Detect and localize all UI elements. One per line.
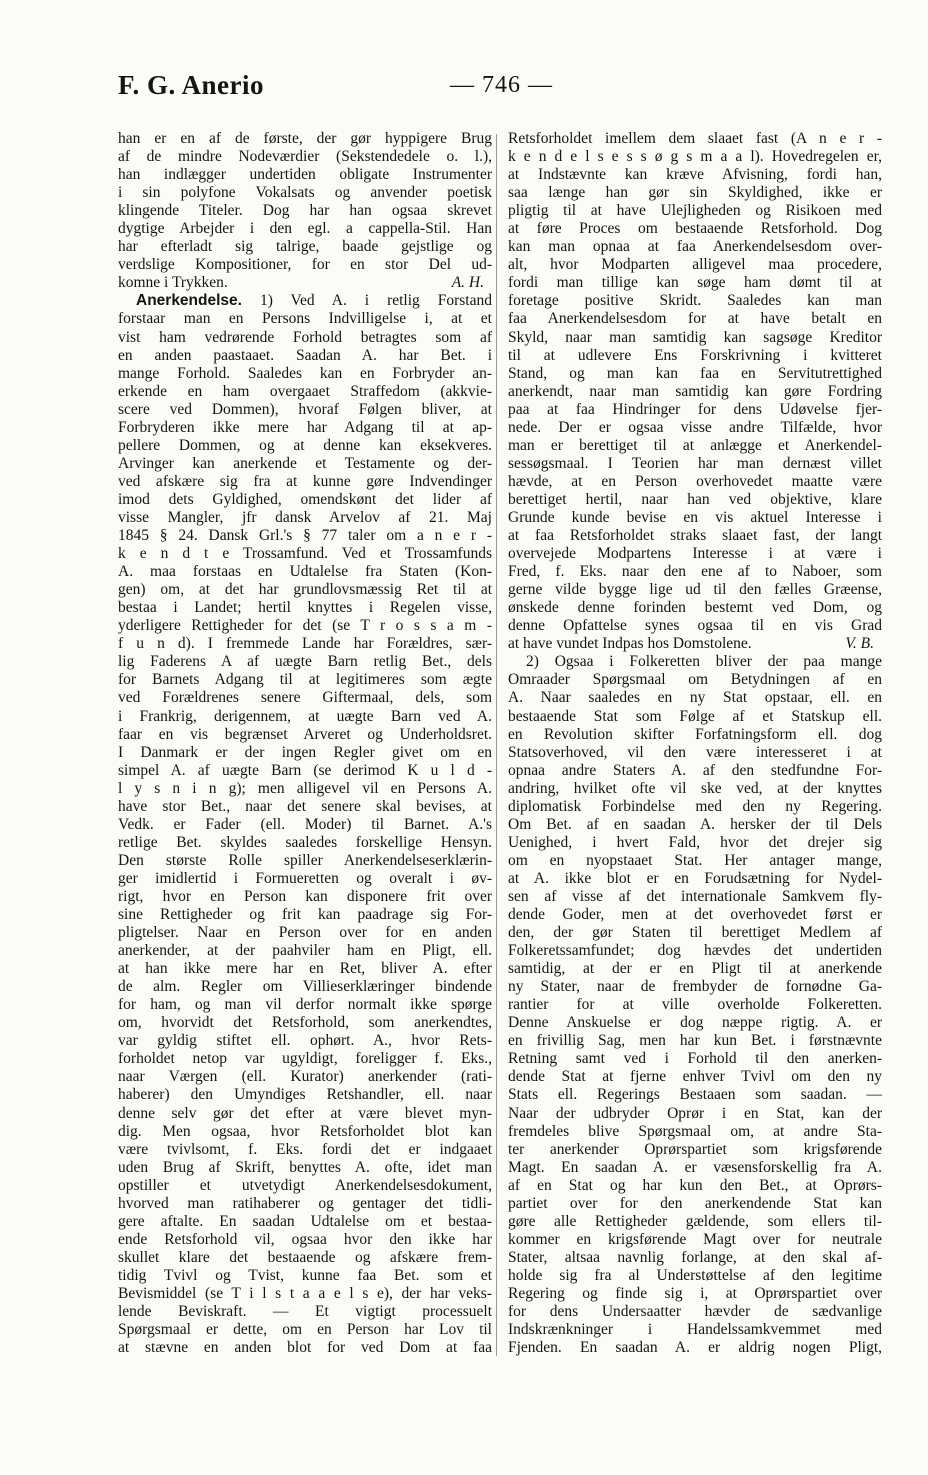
line-text: gen) om, at det har grundlovsmæssig Ret til at bbox=[118, 581, 492, 599]
line-text: anerkender, at der paahviler ham en Pligt, ell. bbox=[118, 942, 492, 960]
text-line bbox=[118, 1068, 492, 1086]
line-text: Stats ell. Regerings Bestaaen som saadan. — bbox=[508, 1086, 882, 1104]
line-text: retlige Bet. skyldes saaledes forskellige Hensyn. bbox=[118, 833, 492, 851]
line-text: dygtige Arbejder i den egl. a cappella-Stil. Han bbox=[118, 220, 492, 238]
text-line bbox=[508, 1285, 882, 1303]
line-text: faar en vis begrænset Arveret og Underholdsret. bbox=[118, 725, 492, 743]
line-text: Omraader Spørgsmaal om Betydningen af en bbox=[508, 671, 882, 689]
text-line bbox=[118, 1086, 492, 1104]
line-text: simpel A. af uægte Barn (se derimod K u l d - bbox=[118, 761, 492, 779]
line-text: Grunde kunde bevise en vis aktuel Interesse i bbox=[508, 508, 882, 526]
text-line bbox=[118, 1321, 492, 1339]
text-line bbox=[508, 401, 882, 419]
line-text: verdslige Kompositioner, for en stor Del ud- bbox=[118, 256, 492, 274]
line-text: haberer) den Umyndiges Retshandler, ell. naar bbox=[118, 1086, 492, 1104]
line-text: Naar der udbryder Oprør i en Stat, kan der bbox=[508, 1104, 882, 1122]
line-text: komne i Trykken. bbox=[118, 274, 228, 292]
text-line bbox=[118, 365, 492, 383]
line-text: anerkendt, naar man samtidig kan gøre Fordring bbox=[508, 382, 882, 400]
line-text: andring, hvilket ofte vil ske ved, at der knyttes bbox=[508, 779, 882, 797]
line-text: i Frankrig, derigennem, at uægte Barn ved A. bbox=[118, 707, 492, 725]
line-text: bestaaende Stat som Følge af et Statskup ell. bbox=[508, 707, 882, 725]
text-line bbox=[508, 509, 882, 527]
line-text: ger imidlertid i Formueretten og overalt i øv- bbox=[118, 869, 492, 887]
line-text: erkende en ham overgaaet Straffedom (akkvie- bbox=[118, 382, 492, 400]
text-line bbox=[118, 202, 492, 220]
text-line bbox=[118, 599, 492, 617]
line-text: for ham, og man vil derfor normalt ikke spørge bbox=[118, 996, 492, 1014]
text-line bbox=[118, 852, 492, 870]
line-text: paa at faa Hindringer for dens Udøvelse fjer- bbox=[508, 400, 882, 418]
line-text: overvejede Modpartens Interesse i at være i bbox=[508, 545, 882, 563]
line-text: saa længe han gør sin Skyldighed, ikke er bbox=[508, 184, 882, 202]
text-line bbox=[118, 383, 492, 401]
line-text: til at udlevere Ens Forskrivning i kvitteret bbox=[508, 346, 882, 364]
line-text: har efterladt sig talrige, baade gejstlige og bbox=[118, 238, 492, 256]
text-line bbox=[508, 870, 882, 888]
line-text: visse Mangler, jfr dansk Arvelov af 21. Maj bbox=[118, 508, 492, 526]
text-line bbox=[118, 1195, 492, 1213]
text-line bbox=[508, 1339, 882, 1357]
text-line bbox=[508, 365, 882, 383]
text-line bbox=[118, 473, 492, 491]
text-line bbox=[508, 1123, 882, 1141]
text-line bbox=[508, 455, 882, 473]
text-line bbox=[508, 563, 882, 581]
text-line bbox=[118, 1213, 492, 1231]
text-line bbox=[508, 130, 882, 148]
line-text: at føre Proces om bestaaende Retsforhold. Dog bbox=[508, 220, 882, 238]
text-line bbox=[118, 1339, 492, 1357]
text-line bbox=[118, 274, 492, 292]
line-text: denne selv gør det efter at være blevet myn- bbox=[118, 1104, 492, 1122]
line-text: at A. ikke blot er en Forudsætning for Nydel- bbox=[508, 869, 882, 887]
text-line bbox=[118, 238, 492, 256]
text-line bbox=[508, 1141, 882, 1159]
text-line bbox=[508, 599, 882, 617]
line-text: han er en af de første, der gør hyppigere Brug bbox=[118, 130, 492, 147]
right-column bbox=[508, 130, 882, 1357]
text-line bbox=[508, 256, 882, 274]
line-text: at faa Retsforholdet straks slaaet fast, der langt bbox=[508, 527, 882, 545]
text-line bbox=[508, 545, 882, 563]
text-line bbox=[508, 184, 882, 202]
line-text: f u n d). I fremmede Lande har Forældres, sær- bbox=[118, 635, 492, 653]
text-line bbox=[118, 726, 492, 744]
line-text: A. Naar saaledes en ny Stat opstaar, ell. en bbox=[508, 689, 882, 707]
text-line bbox=[508, 329, 882, 347]
text-line bbox=[508, 581, 882, 599]
line-text: opstiller et utvetydigt Anerkendelsesdokument, bbox=[118, 1176, 492, 1194]
line-text: af de mindre Nodeværdier (Sekstendedele o. l.), bbox=[118, 148, 492, 166]
line-text: naar Værgen (ell. Kurator) anerkender (rati- bbox=[118, 1068, 492, 1086]
line-text: ønskede denne forinden bestemt ved Dom, og bbox=[508, 599, 882, 617]
line-text: en frivillig Sag, men har kun Bet. i førstnævnte bbox=[508, 1032, 882, 1050]
line-text: rigt, hvor en Person kan disponere frit over bbox=[118, 887, 492, 905]
text-line bbox=[118, 744, 492, 762]
line-text: kommer en krigsførende Magt over for neutrale bbox=[508, 1230, 882, 1248]
left-column bbox=[118, 130, 492, 1357]
text-line bbox=[508, 1068, 882, 1086]
text-line bbox=[508, 292, 882, 310]
line-text: hvorved man ratihaberer og gentager det tidli- bbox=[118, 1194, 492, 1212]
line-text: pligtig til at have Ulejligheden og Risikoen med bbox=[508, 202, 882, 220]
line-text: dende Stat at fjerne enhver Tvivl om den ny bbox=[508, 1068, 882, 1086]
text-line bbox=[118, 834, 492, 852]
line-text: en anden paastaaet. Saadan A. har Bet. i bbox=[118, 346, 492, 364]
text-line bbox=[508, 1177, 882, 1195]
line-text: at stævne en anden blot for ved Dom at faa bbox=[118, 1339, 492, 1357]
text-line bbox=[508, 1159, 882, 1177]
line-text: holde sig fra al Understøttelse af den legitime bbox=[508, 1266, 882, 1284]
text-line bbox=[508, 1050, 882, 1068]
text-line bbox=[118, 329, 492, 347]
line-text: Fred, f. Eks. naar den ene af to Naboer, som bbox=[508, 563, 882, 581]
line-text: Regering og finde sig i, at Oprørspartiet over bbox=[508, 1285, 882, 1302]
line-text: at Indstævnte kan kræve Afvisning, fordi han, bbox=[508, 166, 882, 184]
text-line bbox=[508, 202, 882, 220]
text-line bbox=[118, 1123, 492, 1141]
line-text: Indskrænkninger i Handelssamkvemmet med bbox=[508, 1321, 882, 1339]
text-line bbox=[118, 166, 492, 184]
text-line bbox=[118, 491, 492, 509]
text-line bbox=[508, 1213, 882, 1231]
line-text: den, der gør Staten til berettiget Medlem af bbox=[508, 924, 882, 942]
line-text: lig Faderens A af uægte Barn retlig Bet., dels bbox=[118, 653, 492, 671]
line-text: berettiget hertil, naar han ved objektive, klare bbox=[508, 490, 882, 508]
text-line bbox=[508, 473, 882, 491]
line-text: A. maa forstaas en Udtalelse fra Staten (Kon- bbox=[118, 563, 492, 581]
running-head: F. G. Anerio bbox=[118, 70, 265, 100]
author-signature: A. H. bbox=[451, 274, 484, 292]
text-line bbox=[118, 1267, 492, 1285]
text-line bbox=[508, 383, 882, 401]
text-line bbox=[118, 978, 492, 996]
line-text: Denne Anskuelse er dog næppe rigtig. A. er bbox=[508, 1014, 882, 1032]
text-line bbox=[508, 347, 882, 365]
text-line bbox=[118, 798, 492, 816]
line-text: ny Stater, naar de frembyder de fornødne Ga- bbox=[508, 978, 882, 996]
author-signature: V. B. bbox=[845, 635, 874, 653]
text-line bbox=[508, 942, 882, 960]
text-line bbox=[118, 1177, 492, 1195]
line-text: pligtelser. Naar en Person over for en anden bbox=[118, 924, 492, 942]
text-line bbox=[508, 816, 882, 834]
line-text: partiet over for den anerkendende Stat kan bbox=[508, 1194, 882, 1212]
text-line bbox=[508, 148, 882, 166]
line-text: foretage positive Skridt. Saaledes kan man bbox=[508, 292, 882, 310]
page-header bbox=[118, 70, 892, 106]
text-line bbox=[508, 635, 882, 653]
text-line bbox=[118, 960, 492, 978]
text-line bbox=[508, 906, 882, 924]
line-text: om en nyopstaaet Stat. Her antager mange, bbox=[508, 851, 882, 869]
line-text: Retsforholdet imellem dem slaaet fast (A n e r - bbox=[508, 130, 882, 147]
line-text: om, hvorvidt det Retsforhold, som anerkendtes, bbox=[118, 1014, 492, 1032]
text-line bbox=[118, 130, 492, 148]
line-text: vist ham vedrørende Forhold betragtes som af bbox=[118, 328, 492, 346]
line-text: have stor Bet., naar det senere skal bevises, at bbox=[118, 797, 492, 815]
line-text: ende Retsforhold vil, ogsaa hvor den ikke har bbox=[118, 1230, 492, 1248]
text-line bbox=[508, 238, 882, 256]
column-divider bbox=[496, 134, 497, 1356]
text-line bbox=[118, 996, 492, 1014]
text-line bbox=[508, 527, 882, 545]
text-line bbox=[118, 1014, 492, 1032]
line-text: ved Forældrenes senere Giftermaal, dels, som bbox=[118, 689, 492, 707]
text-line bbox=[508, 220, 882, 238]
text-line bbox=[118, 1249, 492, 1267]
line-text: var gyldig stiftet ell. ophørt. A., hvor Rets- bbox=[118, 1032, 492, 1050]
text-line bbox=[118, 635, 492, 653]
text-line bbox=[508, 798, 882, 816]
text-line bbox=[118, 292, 492, 310]
text-line bbox=[508, 780, 882, 798]
line-text: at han ikke mere har en Ret, bliver A. efter bbox=[118, 960, 492, 978]
line-text: at have vundet Indpas hos Domstolene. bbox=[508, 635, 752, 653]
line-text: bestaa i Landet; hertil knyttes i Regelen visse, bbox=[118, 599, 492, 617]
line-text: faa Anerkendelsesdom for at have betalt en bbox=[508, 310, 882, 328]
line-text: Forbryderen ikke mere har Adgang til at ap- bbox=[118, 418, 492, 436]
text-line bbox=[118, 762, 492, 780]
line-text: Retning samt ved i Forhold til den anerken- bbox=[508, 1050, 882, 1068]
line-text: han indlægger undertiden obligate Instrumenter bbox=[118, 166, 492, 184]
line-text: Statsoverhoved, vil den være interesseret i at bbox=[508, 743, 882, 761]
text-line bbox=[508, 310, 882, 328]
line-text: klingende Titeler. Dog har han ogsaa skrevet bbox=[118, 202, 492, 220]
text-line bbox=[118, 870, 492, 888]
line-text: Uenighed, i hvert Fald, hvor det drejer sig bbox=[508, 833, 882, 851]
text-line bbox=[508, 888, 882, 906]
line-text: ter anerkender Oprørspartiet som krigsførende bbox=[508, 1140, 882, 1158]
text-line bbox=[508, 1105, 882, 1123]
line-text: samtidig, at der er en Pligt til at anerkende bbox=[508, 960, 882, 978]
text-line bbox=[118, 184, 492, 202]
line-text: skullet klare det bestaaende og afskære frem- bbox=[118, 1248, 492, 1266]
line-text: for dens Undersaatter hævder de sædvanlige bbox=[508, 1303, 882, 1321]
text-line bbox=[508, 1195, 882, 1213]
text-line bbox=[118, 401, 492, 419]
text-line bbox=[118, 256, 492, 274]
line-text: Skyld, naar man samtidig kan sagsøge Kreditor bbox=[508, 328, 882, 346]
line-text: Bevismiddel (se T i l s t a a e l s e), der har veks- bbox=[118, 1285, 492, 1302]
text-line bbox=[118, 347, 492, 365]
line-text: Stater, altsaa navnlig forlange, at den skal af- bbox=[508, 1248, 882, 1266]
line-text: forholdet netop var ugyldigt, foreligger f. Eks., bbox=[118, 1050, 492, 1068]
line-text: nede. Der er ogsaa visse andre Tilfælde, hvor bbox=[508, 418, 882, 436]
line-text: I Danmark er der ingen Regler givet om en bbox=[118, 743, 492, 761]
text-line bbox=[508, 1267, 882, 1285]
text-line bbox=[508, 978, 882, 996]
text-line bbox=[118, 1159, 492, 1177]
text-line bbox=[118, 942, 492, 960]
text-line bbox=[508, 1249, 882, 1267]
text-line bbox=[118, 780, 492, 798]
line-text: sine Rettigheder og frit kan paadrage sig For- bbox=[118, 906, 492, 924]
text-line bbox=[118, 545, 492, 563]
line-text: Stand, og man kan faa en Servitutrettighed bbox=[508, 364, 882, 382]
line-text: 1) Ved A. i retlig Forstand bbox=[241, 292, 492, 310]
text-line bbox=[118, 1105, 492, 1123]
line-text: alt, hvor Modparten alligevel maa procedere, bbox=[508, 256, 882, 274]
text-line bbox=[508, 762, 882, 780]
text-line bbox=[508, 708, 882, 726]
line-text: gøre alle Rettigheder gældende, som ellers til- bbox=[508, 1212, 882, 1230]
text-line bbox=[118, 563, 492, 581]
line-text: uden Brug af Skrift, benyttes A. ofte, idet man bbox=[118, 1158, 492, 1176]
text-line bbox=[508, 996, 882, 1014]
text-line bbox=[118, 581, 492, 599]
text-line bbox=[118, 509, 492, 527]
text-line bbox=[118, 816, 492, 834]
line-text: Folkeretssamfundet; dog hævdes det undertiden bbox=[508, 942, 882, 960]
text-line bbox=[508, 1032, 882, 1050]
line-text: fremdeles blive Spørgsmaal om, at andre Sta- bbox=[508, 1122, 882, 1140]
line-text: Vedk. er Fader (ell. Moder) til Barnet. A.'s bbox=[118, 815, 492, 833]
text-line bbox=[118, 671, 492, 689]
line-text: ved afskære sig fra at kunne gøre Indvendinger bbox=[118, 472, 492, 490]
line-text: rantier for at ville overholde Folkeretten. bbox=[508, 996, 882, 1014]
line-text: mange Forhold. Saaledes kan en Forbryder an- bbox=[118, 364, 492, 382]
line-text: dig. Men ogsaa, hvor Retsforholdet blot kan bbox=[118, 1122, 492, 1140]
line-text: scere ved Dommen), hvoraf Følgen bliver, at bbox=[118, 400, 492, 418]
line-text: pellere Dommen, og at denne kan eksekveres. bbox=[118, 436, 492, 454]
text-line bbox=[508, 1086, 882, 1104]
line-text: man er berettiget til at anlægge et Anerkendel- bbox=[508, 436, 882, 454]
line-text: dende Goder, men at det overhovedet først er bbox=[508, 906, 882, 924]
text-line bbox=[118, 888, 492, 906]
line-text: gerne vilde bygge lige ud til den fælles Græense, bbox=[508, 581, 882, 599]
text-line bbox=[508, 653, 882, 671]
line-text: k e n d e l s e s s ø g s m a a l). Hovedregelen er, bbox=[508, 148, 882, 166]
line-text: være tvivlsomt, f. Eks. fordi det er indgaaet bbox=[118, 1140, 492, 1158]
text-line bbox=[508, 419, 882, 437]
line-text: Fjenden. En saadan A. er aldrig nogen Pligt, bbox=[508, 1339, 882, 1357]
line-text: tidig Tvivl og Tvist, kunne faa Bet. som et bbox=[118, 1266, 492, 1284]
text-line bbox=[508, 924, 882, 942]
line-text: kan man opnaa at faa Anerkendelsesdom over- bbox=[508, 238, 882, 256]
line-text: lende Beviskraft. — Et vigtigt processuelt bbox=[118, 1303, 492, 1321]
text-line bbox=[508, 1231, 882, 1249]
line-text: diplomatisk Forbindelse med den ny Regering. bbox=[508, 797, 882, 815]
line-text: af en Stat og har kun den Bet., at Oprørs- bbox=[508, 1176, 882, 1194]
text-line bbox=[508, 166, 882, 184]
line-text: imod dets Gyldighed, omendskønt det lider af bbox=[118, 490, 492, 508]
text-line bbox=[118, 1141, 492, 1159]
headword: Anerkendelse. bbox=[136, 292, 242, 310]
line-text: Den største Rolle spiller Anerkendelseserklærin- bbox=[118, 851, 492, 869]
text-line bbox=[508, 960, 882, 978]
text-line bbox=[508, 744, 882, 762]
text-line bbox=[508, 617, 882, 635]
text-line bbox=[118, 527, 492, 545]
line-text: Spørgsmaal er dette, om en Person har Lov til bbox=[118, 1321, 492, 1339]
text-line bbox=[118, 1050, 492, 1068]
line-text: 1845 § 24. Dansk Grl.'s § 77 taler om a n e r - bbox=[118, 527, 492, 545]
text-line bbox=[118, 906, 492, 924]
line-text: opnaa andre Staters A. af den stedfundne For- bbox=[508, 761, 882, 779]
line-text: yderligere Rettigheder for det (se T r o s s a m - bbox=[118, 617, 492, 635]
text-line bbox=[508, 852, 882, 870]
text-line bbox=[508, 491, 882, 509]
text-line bbox=[118, 455, 492, 473]
text-line bbox=[118, 310, 492, 328]
text-line bbox=[508, 437, 882, 455]
text-line bbox=[118, 708, 492, 726]
line-text: sessøgsmaal. I Teorien har man dernæst villet bbox=[508, 454, 882, 472]
text-line bbox=[508, 1014, 882, 1032]
line-text: Arvinger kan anerkende et Testamente og der- bbox=[118, 454, 492, 472]
text-line bbox=[118, 653, 492, 671]
line-text: for Barnets Adgang til at legitimeres som ægte bbox=[118, 671, 492, 689]
line-text: Magt. En saadan A. er væsensforskellig fra A. bbox=[508, 1158, 882, 1176]
text-line bbox=[118, 1032, 492, 1050]
text-line bbox=[118, 924, 492, 942]
line-text: fordi man tillige kan søge ham dømt til at bbox=[508, 274, 882, 292]
text-line bbox=[508, 1303, 882, 1321]
text-line bbox=[508, 671, 882, 689]
text-line bbox=[508, 274, 882, 292]
line-text: 2) Ogsaa i Folkeretten bliver der paa mange bbox=[526, 653, 882, 671]
text-line bbox=[118, 220, 492, 238]
line-text: de alm. Regler om Villieserklæringer bindende bbox=[118, 978, 492, 996]
line-text: k e n d t e Trossamfund. Ved et Trossamfunds bbox=[118, 545, 492, 563]
line-text: sen af visse af det internationale Samkvem fly- bbox=[508, 887, 882, 905]
page-number: — 746 — bbox=[450, 72, 553, 98]
text-line bbox=[118, 1303, 492, 1321]
text-line bbox=[508, 689, 882, 707]
text-line bbox=[118, 148, 492, 166]
text-line bbox=[508, 834, 882, 852]
line-text: hævde, at en Person overhovedet maatte være bbox=[508, 472, 882, 490]
text-line bbox=[118, 1231, 492, 1249]
line-text: forstaar man en Persons Indvilligelse i, at et bbox=[118, 310, 492, 328]
line-text: l y s n i n g); men alligevel vil en Persons A. bbox=[118, 779, 492, 797]
text-line bbox=[118, 617, 492, 635]
line-text: gere aftalte. En saadan Udtalelse om et bestaa- bbox=[118, 1212, 492, 1230]
text-line bbox=[118, 689, 492, 707]
text-line bbox=[118, 419, 492, 437]
text-line bbox=[508, 1321, 882, 1339]
text-line bbox=[118, 1285, 492, 1303]
text-line bbox=[508, 726, 882, 744]
line-text: i sin polyfone Vokalsats og anvender poetisk bbox=[118, 184, 492, 202]
text-line bbox=[118, 437, 492, 455]
line-text: denne Opfattelse synes ogsaa til en vis Grad bbox=[508, 617, 882, 635]
line-text: Om Bet. af en saadan A. hersker der til Dels bbox=[508, 815, 882, 833]
line-text: en Revolution skifter Forfatningsform ell. dog bbox=[508, 725, 882, 743]
